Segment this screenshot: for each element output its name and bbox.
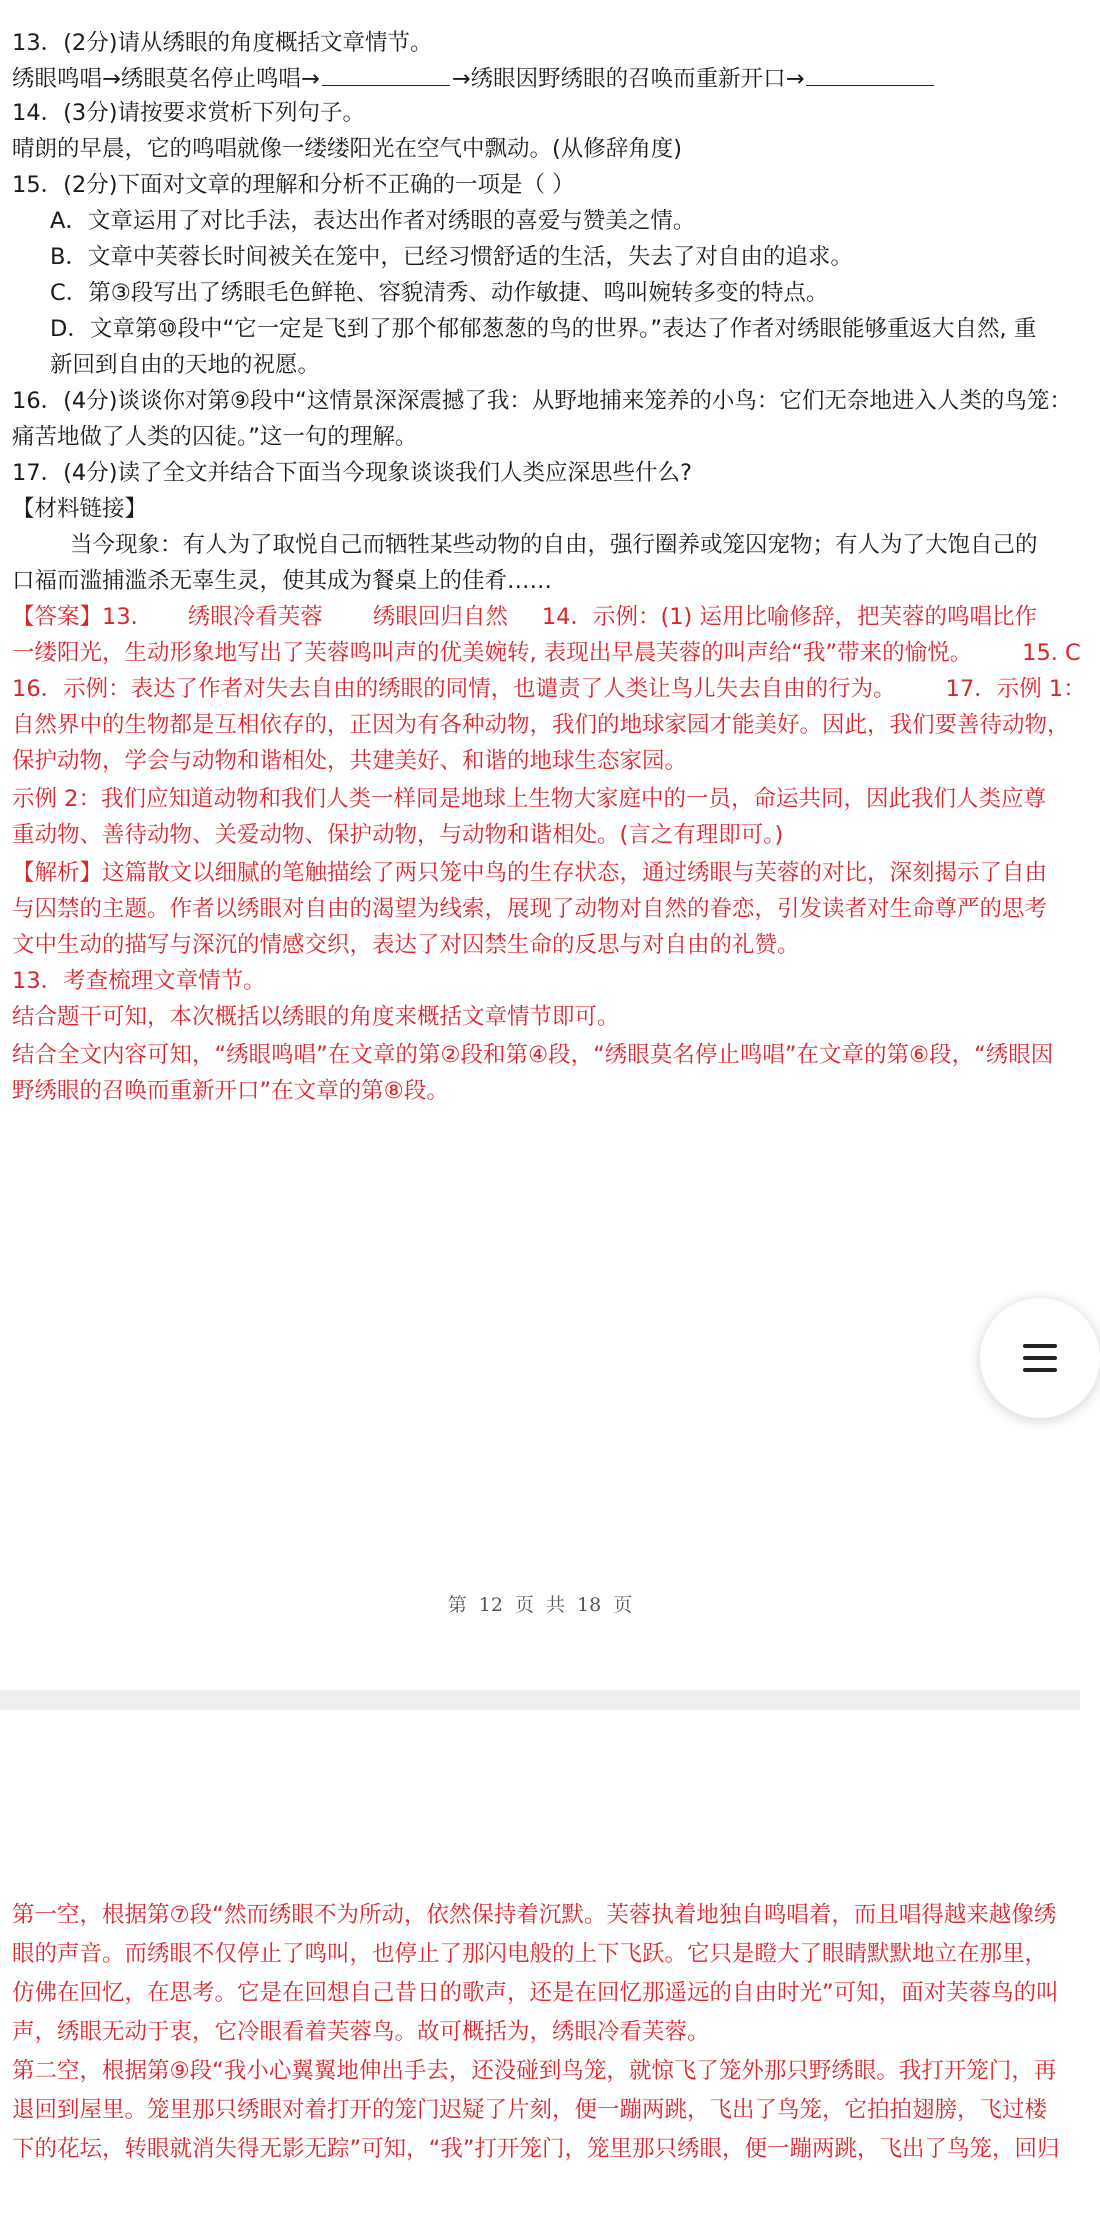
question-15: 15．(2分)下面对文章的理解和分析不正确的一项是（ ） [12, 172, 575, 198]
page-number-footer: 第 12 页 共 18 页 [447, 1594, 633, 1616]
answer-17-example-2-cont: 重动物、善待动物、关爱动物、保护动物，与动物和谐相处。(言之有理即可。) [12, 822, 784, 848]
answer-line-2 [12, 638, 1081, 668]
option-a: A．文章运用了对比手法，表达出作者对绣眼的喜爱与赞美之情。 [50, 208, 696, 234]
option-c: C．第③段写出了绣眼毛色鲜艳、容貌清秀、动作敏捷、鸣叫婉转多变的特点。 [50, 280, 829, 306]
option-d: D．文章第⑩段中“它一定是飞到了那个郁郁葱葱的鸟的世界。”表达了作者对绣眼能够重返大自然, 重 [50, 316, 1037, 342]
floating-menu-button[interactable] [980, 1298, 1100, 1418]
analysis-blank-2: 第二空，根据第⑨段“我小心翼翼地伸出手去，还没碰到鸟笼，就惊飞了笼外那只野绣眼。我打开笼门，再 [12, 2058, 1057, 2084]
analysis-13-line-1: 结合题干可知，本次概括以绣眼的角度来概括文章情节即可。 [12, 1004, 620, 1030]
answer-17-example-1-cont: 保护动物，学会与动物和谐相处，共建美好、和谐的地球生态家园。 [12, 748, 688, 774]
question-13: 13．(2分)请从绣眼的角度概括文章情节。 [12, 30, 433, 56]
answer-15: 15. C [1022, 640, 1081, 666]
analysis-blank-2-cont-2: 下的花坛，转眼就消失得无影无踪”可知，“我”打开笼门，笼里那只绣眼，便一蹦两跳，飞出了鸟笼，回归 [12, 2136, 1060, 2162]
answer-13-blank-2: 绣眼回归自然 [372, 604, 508, 630]
option-d-cont: 新回到自由的天地的祝愿。 [50, 352, 321, 378]
answer-14: 14．示例：(1) 运用比喻修辞，把芙蓉的鸣唱比作 [541, 604, 1037, 630]
answer-14-cont: 一缕阳光，生动形象地写出了芙蓉鸣叫声的优美婉转, 表现出早晨芙蓉的叫声给“我”带来的愉悦。 [12, 640, 973, 666]
analysis-blank-1: 第一空，根据第⑦段“然而绣眼不为所动，依然保持着沉默。芙蓉执着地独自鸣唱着，而且唱得越来越像绣 [12, 1902, 1057, 1928]
analysis-blank-1-cont-1: 眼的声音。而绣眼不仅停止了鸣叫，也停止了那闪电般的上下飞跃。它只是瞪大了眼睛默默地立在那里， [12, 1941, 1048, 1967]
document-page-13 [0, 1710, 1080, 2233]
page-divider [0, 1690, 1080, 1710]
answer-line-3 [12, 674, 1086, 704]
question-13-blanks [12, 64, 1072, 94]
blank-line-middle: →绣眼因野绣眼的召唤而重新开口→ [451, 66, 805, 92]
analysis-paragraph: 【解析】这篇散文以细腻的笔触描绘了两只笼中鸟的生存状态，通过绣眼与芙蓉的对比，深刻揭示了自由 [12, 860, 1048, 886]
answer-line-1 [12, 602, 1072, 632]
option-b: B．文章中芙蓉长时间被关在笼中，已经习惯舒适的生活，失去了对自由的追求。 [50, 244, 853, 270]
answer-13-blank-1: 绣眼冷看芙蓉 [187, 604, 323, 630]
question-16: 16．(4分)谈谈你对第⑨段中“这情景深深震撼了我：从野地捕来笼养的小鸟：它们无奈地进入人类的鸟笼： [12, 388, 1072, 414]
answer-blank-2 [806, 65, 934, 86]
material-paragraph-cont: 口福而滥捕滥杀无辜生灵，使其成为餐桌上的佳肴…… [12, 568, 553, 594]
analysis-blank-1-cont-3: 声，绣眼无动于衷，它冷眼看着芙蓉鸟。故可概括为，绣眼冷看芙蓉。 [12, 2019, 710, 2045]
question-14: 14．(3分)请按要求赏析下列句子。 [12, 100, 366, 126]
analysis-blank-2-cont-1: 退回到屋里。笼里那只绣眼对着打开的笼门迟疑了片刻，便一蹦两跳，飞出了鸟笼，它拍拍翅膀，飞过楼 [12, 2097, 1048, 2123]
analysis-13-line-2: 结合全文内容可知，“绣眼鸣唱”在文章的第②段和第④段，“绣眼莫名停止鸣唱”在文章的第⑥段，“绣眼因 [12, 1042, 1054, 1068]
question-14-sentence: 晴朗的早晨，它的鸣唱就像一缕缕阳光在空气中飘动。(从修辞角度) [12, 136, 683, 162]
answer-16: 16．示例：表达了作者对失去自由的绣眼的同情，也谴责了人类让鸟儿失去自由的行为。 [12, 676, 896, 702]
analysis-blank-1-cont-2: 仿佛在回忆，在思考。它是在回想自己昔日的歌声，还是在回忆那遥远的自由时光”可知，面对芙蓉鸟的叫 [12, 1980, 1059, 2006]
material-link-heading: 【材料链接】 [12, 496, 148, 522]
question-16-cont: 痛苦地做了人类的囚徒。”这一句的理解。 [12, 424, 418, 450]
analysis-paragraph-cont-2: 文中生动的描写与深沉的情感交织，表达了对囚禁生命的反思与对自由的礼赞。 [12, 932, 800, 958]
analysis-paragraph-cont-1: 与囚禁的主题。作者以绣眼对自由的渴望为线索，展现了动物对自然的眷恋，引发读者对生命尊严的思考 [12, 896, 1048, 922]
answer-17-label: 17．示例 1： [945, 676, 1086, 702]
answer-17-example-2: 示例 2：我们应知道动物和我们人类一样同是地球上生物大家庭中的一员，命运共同，因此我们人类应尊 [12, 786, 1046, 812]
answer-blank-1 [322, 65, 450, 86]
answer-17-example-1: 自然界中的生物都是互相依存的，正因为有各种动物，我们的地球家园才能美好。因此，我们要善待动物， [12, 712, 1070, 738]
analysis-13-line-3: 野绣眼的召唤而重新开口”在文章的第⑧段。 [12, 1078, 449, 1104]
analysis-13-heading: 13．考查梳理文章情节。 [12, 968, 266, 994]
question-17: 17．(4分)读了全文并结合下面当今现象谈谈我们人类应深思些什么? [12, 460, 692, 486]
material-paragraph: 当今现象：有人为了取悦自己而牺牲某些动物的自由，强行圈养或笼囚宠物；有人为了大饱自己的 [70, 532, 1038, 558]
answer-label: 【答案】13. [12, 604, 138, 630]
blank-line-prefix: 绣眼鸣唱→绣眼莫名停止鸣唱→ [12, 66, 320, 92]
